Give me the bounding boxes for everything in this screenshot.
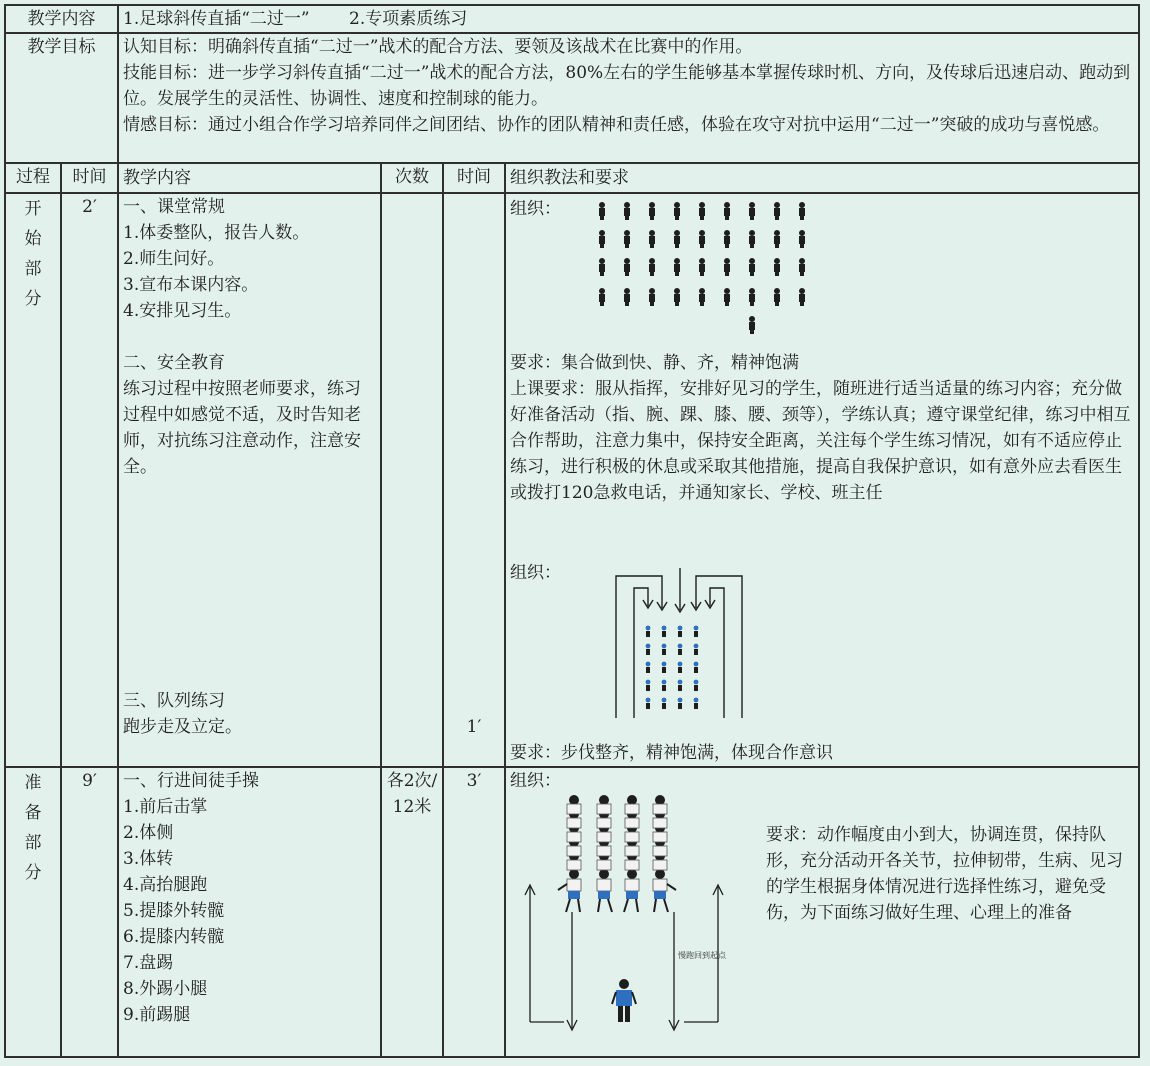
section-prep-subtime: 3′ [443, 767, 505, 1057]
section-prep-char: 准 [24, 773, 42, 793]
exercise-line: 9.前踢腿 [123, 1005, 191, 1025]
routine-line: 2.师生问好。 [123, 249, 225, 269]
safety-title: 二、安全教育 [123, 353, 225, 373]
exercise-line: 1.前后击掌 [123, 797, 208, 817]
content-text: 1.足球斜传直插“二过一” 2.专项素质练习 [118, 5, 1139, 33]
goals-cell [118, 33, 1139, 163]
goal-skill: 技能目标：进一步学习斜传直插“二过一”战术的配合方法，80%左右的学生能够基本掌握传球时机、方向，及传球后迅速启动、跑动到位。发展学生的灵活性、协调性、速度和控制球的能力。 [123, 63, 1131, 109]
exercise-line: 2.体侧 [123, 823, 174, 843]
col-count: 次数 [381, 163, 443, 193]
exercise-line: 3.体转 [123, 849, 174, 869]
assembly-formation [598, 200, 898, 340]
student-rows [599, 202, 805, 306]
routine-line: 1.体委整队，报告人数。 [123, 223, 310, 243]
drill-title: 三、队列练习 [123, 691, 225, 711]
lesson-plan-table [4, 4, 1140, 1058]
content-label: 教学内容 [5, 5, 118, 33]
content-row [5, 5, 1139, 33]
goal-cognitive: 认知目标：明确斜传直插“二过一”战术的配合方法、要领及该战术在比赛中的作用。 [123, 37, 753, 57]
section-opening-method [505, 193, 1139, 767]
section-prep-row [5, 767, 1139, 1057]
exercise-line: 一、行进间徒手操 [123, 771, 259, 791]
march-drill-diagram [612, 568, 852, 728]
col-process: 过程 [5, 163, 61, 193]
org-label-2: 组织： [510, 563, 561, 583]
col-time: 时间 [61, 163, 118, 193]
safety-text: 练习过程中按照老师要求，练习过程中如感觉不适，及时告知老师，对抗练习注意动作，注意安全。 [123, 379, 361, 477]
section-prep-char: 部 [24, 833, 42, 853]
warmup-formation-diagram [520, 792, 760, 1054]
section-prep-method [505, 767, 1139, 1057]
section-opening-count [381, 193, 443, 767]
section-opening-name [5, 193, 61, 767]
org-label-3: 组织： [510, 771, 561, 791]
col-time2: 时间 [443, 163, 505, 193]
goals-row [5, 33, 1139, 163]
col-method: 组织教法和要求 [505, 163, 1139, 193]
section-prep-time: 9′ [61, 767, 118, 1057]
marching-students [646, 626, 699, 709]
section-prep-name [5, 767, 61, 1057]
col-content: 教学内容 [118, 163, 381, 193]
section-opening-row [5, 193, 1139, 767]
assembly-requirement: 要求：集合做到快、静、齐，精神饱满 [510, 353, 799, 373]
section-opening-subtime [443, 193, 505, 767]
section-opening-char: 开 [24, 199, 42, 219]
section-prep-char: 分 [24, 863, 42, 883]
section-opening-char: 部 [24, 259, 42, 279]
section-opening-time: 2′ [61, 193, 118, 767]
exercise-line: 5.提膝外转髋 [123, 901, 225, 921]
warmup-requirement: 要求：动作幅度由小到大，协调连贯，保持队形，充分活动开各关节，拉伸韧带，生病、见习的学生根据身体情况进行选择性练习，避免受伤，为下面练习做好生理、心理上的准备 [766, 825, 1123, 923]
routine-line: 3.宣布本课内容。 [123, 275, 259, 295]
student-columns [558, 795, 676, 912]
section-opening-content [118, 193, 381, 767]
teacher-icon [749, 316, 755, 334]
section-prep-char: 备 [24, 803, 42, 823]
exercise-line: 7.盘踢 [123, 953, 174, 973]
drill-text: 跑步走及立定。 [123, 717, 242, 737]
drill-time: 1′ [466, 717, 482, 737]
teacher-figure [612, 979, 636, 1022]
exercise-line: 8.外踢小腿 [123, 979, 208, 999]
section-prep-count: 各2次/12米 [381, 767, 443, 1057]
routine-line: 4.安排见习生。 [123, 301, 242, 321]
column-header-row [5, 163, 1139, 193]
exercise-line: 6.提膝内转髋 [123, 927, 225, 947]
section-opening-char: 始 [24, 229, 42, 249]
routine-line: 一、课堂常规 [123, 197, 225, 217]
section-opening-char: 分 [24, 289, 42, 309]
org-label-1: 组织： [510, 199, 561, 219]
section-prep-content [118, 767, 381, 1057]
exercise-line: 4.高抬腿跑 [123, 875, 208, 895]
goal-label: 教学目标 [5, 33, 118, 163]
diagram-note: 慢跑回到起点 [678, 951, 726, 960]
class-requirement: 上课要求：服从指挥，安排好见习的学生，随班进行适当适量的练习内容；充分做好准备活动（指、腕、踝、膝、腰、颈等），学练认真；遵守课堂纪律，练习中相互合作帮助，注意力集中，保持安全距离，关注每个学生练习情况，如有不适应停止练习，进行积极的休息或采取其他措施，提高自我保护意识，如有意外应去看医生或拨打120急救电话，并通知家长、学校、班主任 [510, 379, 1131, 503]
goal-affective: 情感目标：通过小组合作学习培养同伴之间团结、协作的团队精神和责任感，体验在攻守对抗中运用“二过一”突破的成功与喜悦感。 [123, 115, 1110, 135]
march-requirement: 要求：步伐整齐，精神饱满，体现合作意识 [510, 743, 833, 763]
